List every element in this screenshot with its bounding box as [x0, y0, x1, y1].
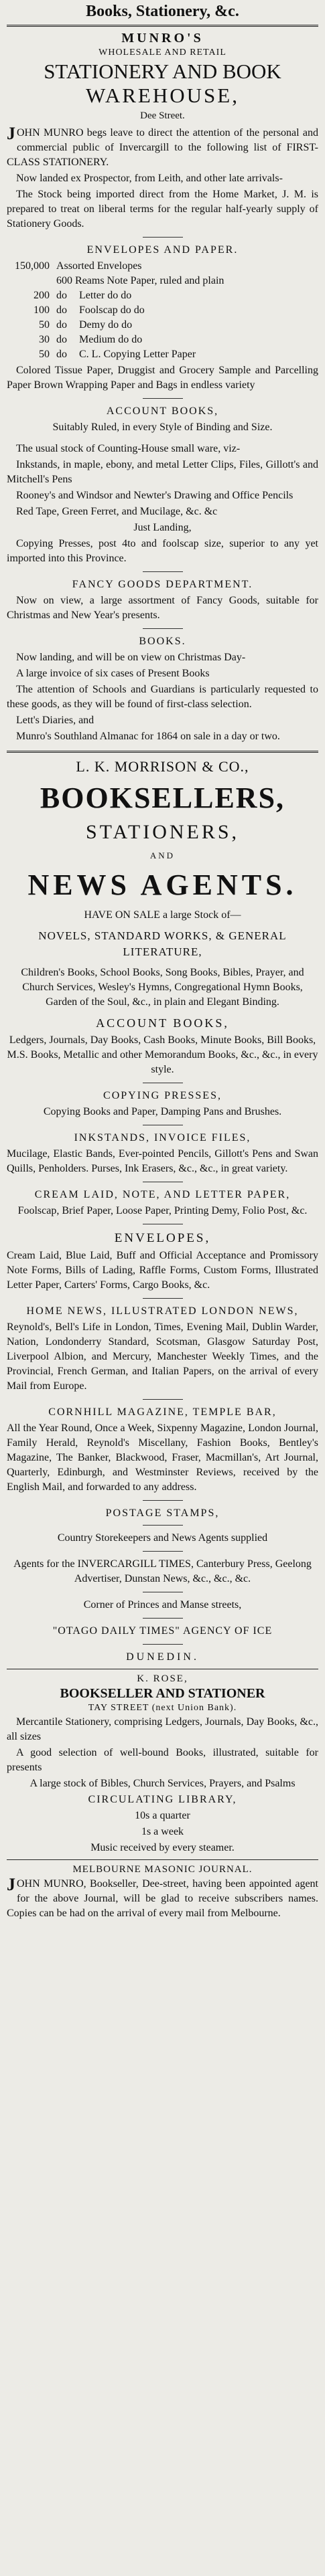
rose-bibles: A large stock of Bibles, Church Services, Prayers, and Psalms — [29, 1778, 296, 1789]
list-item-qty: 100 — [34, 304, 50, 316]
munro-just-landing: Just Landing, — [133, 522, 192, 533]
list-item-desc: Medium do do — [79, 334, 143, 345]
divider — [143, 1551, 183, 1552]
list-item-desc: C. L. Copying Letter Paper — [79, 349, 196, 360]
morrison-envelopes-text: Cream Laid, Blue Laid, Buff and Official Acceptance and Promissory Note Forms, Bills of Lading, Raffle Forms, Custom Forms, Illustrated Letter Paper, Carters' Forms, Cargo Books, &c. — [7, 1250, 318, 1291]
munro-title-line1: STATIONERY AND BOOK — [44, 60, 281, 83]
list-item-qty: 30 — [39, 334, 50, 345]
munro-rooney: Rooney's and Windsor and Newter's Drawing and Office Pencils — [16, 490, 294, 501]
rose-mercantile: Mercantile Stationery, comprising Ledgers, Journals, Day Books, &c., all sizes — [7, 1716, 318, 1742]
morrison-and: AND — [149, 850, 176, 860]
munro-books-heading: BOOKS. — [139, 636, 186, 647]
morrison-childrens: Children's Books, School Books, Song Books, Bibles, Prayer, and Church Services, Wesley's Hymns, Congregational Hymn Books, Garden of the Soul, &c., in plain and Elegant Binding. — [21, 967, 304, 1008]
morrison-account-heading: ACCOUNT BOOKS, — [96, 1016, 229, 1030]
divider — [143, 1644, 183, 1645]
munro-stock: The Stock being imported direct from the Home Market, J. M. is prepared to treat on liberal terms for the regular half-yearly supply of Stationery Goods. — [7, 189, 318, 229]
list-item-desc: Foolscap do do — [79, 304, 145, 316]
morrison-title-booksellers: BOOKSELLERS, — [40, 781, 285, 814]
divider — [143, 1618, 183, 1619]
munro-copying: Copying Presses, post 4to and foolscap size, superior to any yet imported into this Province. — [7, 538, 318, 564]
rose-title: BOOKSELLER AND STATIONER — [60, 1686, 265, 1701]
dropcap: J — [7, 1875, 15, 1894]
munro-intro-text: OHN MUNRO begs leave to direct the attention of the personal and commercial public of Invercargill to the following list of FIRST-CLASS STATIONERY. — [7, 127, 318, 168]
masonic-title: MELBOURNE MASONIC JOURNAL. — [72, 1864, 253, 1875]
munro-books-almanac: Munro's Southland Almanac for 1864 on sale in a day or two. — [16, 731, 280, 742]
divider — [143, 628, 183, 629]
morrison-cream-heading: CREAM LAID, NOTE, AND LETTER PAPER, — [34, 1189, 291, 1200]
munro-fancy-heading: FANCY GOODS DEPARTMENT. — [72, 579, 253, 590]
list-item-qty: 150,000 — [15, 260, 50, 272]
divider — [7, 25, 318, 27]
morrison-cornhill-heading: CORNHILL MAGAZINE, TEMPLE BAR, — [48, 1406, 277, 1418]
morrison-agents: Agents for the INVERCARGILL TIMES, Canterbury Press, Geelong Advertiser, Dunstan News, &c., &c., &c. — [13, 1558, 312, 1584]
munro-counting: The usual stock of Counting-House small ware, viz- — [16, 443, 241, 454]
munro-name: MUNRO'S — [121, 31, 204, 45]
morrison-home-text: Reynold's, Bell's Life in London, Times, Evening Mail, Dublin Warder, Nation, Londonderry Standard, Scotsman, Glasgow Saturday Post, Liverpool Albion, and Mercury, Manchester Weekly Times, and the Provincial, French German, and Italian Papers, on the arrival of every Mail from Europe. — [7, 1321, 318, 1392]
divider — [143, 237, 183, 238]
morrison-title-stationers: STATIONERS, — [85, 821, 240, 843]
morrison-country: Country Storekeepers and News Agents supplied — [57, 1532, 268, 1544]
munro-subtitle: WHOLESALE AND RETAIL — [99, 48, 226, 58]
morrison-dunedin: DUNEDIN. — [126, 1651, 199, 1663]
morrison-ink-text: Mucilage, Elastic Bands, Ever-pointed Pencils, Gillott's Pens and Swan Quills, Penholders. Purses, Ink Erasers, &c., &c., in great variety. — [7, 1148, 318, 1174]
dropcap: J — [7, 124, 15, 143]
morrison-presses-text: Copying Books and Paper, Damping Pans and Brushes. — [43, 1106, 282, 1117]
rose-rate-quarter: 10s a quarter — [135, 1810, 190, 1821]
list-item-ditto: do — [56, 334, 67, 345]
divider — [7, 1859, 318, 1860]
munro-fancy-text: Now on view, a large assortment of Fancy Goods, suitable for Christmas and New Year's presents. — [7, 595, 318, 621]
masonic-text: OHN MUNRO, Bookseller, Dee-street, having been appointed agent for the above Journal, will be glad to receive subscribers names. Copies can be had on the arrival of every mail from Melbourne. — [7, 1878, 318, 1919]
list-item-desc: Assorted Envelopes — [56, 260, 142, 272]
morrison-presses-heading: COPYING PRESSES, — [103, 1090, 222, 1101]
rose-library-heading: CIRCULATING LIBRARY, — [88, 1794, 237, 1805]
list-item-desc: Demy do do — [79, 319, 133, 331]
list-item-qty: 200 — [34, 290, 50, 301]
list-item-desc: Letter do do — [79, 290, 132, 301]
munro-intro — [7, 126, 318, 170]
divider — [143, 571, 183, 572]
morrison-odt: "OTAGO DAILY TIMES" AGENCY OF ICE — [52, 1625, 273, 1637]
rose-advertisement — [7, 1673, 318, 1855]
envelopes-list-item — [7, 318, 318, 333]
rose-music: Music received by every steamer. — [90, 1842, 235, 1853]
morrison-novels: NOVELS, STANDARD WORKS, & GENERAL LITERATURE, — [38, 929, 287, 958]
divider — [7, 751, 318, 753]
morrison-onsale: HAVE ON SALE a large Stock of— — [84, 909, 241, 921]
morrison-account-text: Ledgers, Journals, Day Books, Cash Books, Minute Books, Bill Books, M.S. Books, Metallic and other Memorandum Books, &c., &c., in every style. — [7, 1034, 318, 1075]
masonic-advertisement — [7, 1864, 318, 1921]
envelopes-list-item — [7, 259, 318, 274]
envelopes-list-item — [7, 303, 318, 318]
munro-landing: Now landed ex Prospector, from Leith, and other late arrivals- — [16, 173, 283, 184]
divider — [143, 1500, 183, 1501]
munro-envelopes-extra: Colored Tissue Paper, Druggist and Grocery Sample and Parcelling Paper Brown Wrapping Paper and Bags in endless variety — [7, 365, 318, 391]
envelopes-list-item — [7, 288, 318, 303]
list-item-desc: 600 Reams Note Paper, ruled and plain — [56, 275, 224, 286]
munro-inkstands: Inkstands, in maple, ebony, and metal Letter Clips, Files, Gillott's and Mitchell's Pens — [7, 459, 318, 485]
munro-books-attention: The attention of Schools and Guardians is particularly requested to these goods, as they will be found of first-class selection. — [7, 684, 318, 710]
morrison-corner: Corner of Princes and Manse streets, — [83, 1599, 242, 1611]
rose-name: K. ROSE, — [137, 1673, 188, 1684]
list-item-qty: 50 — [39, 319, 50, 331]
divider — [143, 1399, 183, 1400]
list-item-ditto: do — [56, 319, 67, 331]
list-item-ditto: do — [56, 304, 67, 316]
section-header: Books, Stationery, &c. — [86, 3, 239, 20]
divider — [143, 1525, 183, 1526]
munro-account-heading: ACCOUNT BOOKS, — [106, 405, 219, 417]
morrison-cream-text: Foolscap, Brief Paper, Loose Paper, Printing Demy, Folio Post, &c. — [17, 1205, 308, 1216]
masonic-text-block — [7, 1877, 318, 1921]
munro-title-line2: WAREHOUSE, — [86, 84, 239, 107]
morrison-ink-heading: INKSTANDS, INVOICE FILES, — [74, 1132, 251, 1143]
munro-red-tape: Red Tape, Green Ferret, and Mucilage, &c. &c — [16, 506, 218, 517]
munro-street: Dee Street. — [140, 110, 185, 121]
rose-street: TAY STREET (next Union Bank). — [88, 1703, 237, 1713]
munro-advertisement — [7, 31, 318, 744]
morrison-firm: L. K. MORRISON & CO., — [76, 758, 249, 775]
divider — [143, 1298, 183, 1299]
list-item-qty — [7, 274, 56, 288]
morrison-postage-heading: POSTAGE STAMPS, — [105, 1507, 220, 1519]
envelopes-list-item — [7, 274, 318, 288]
munro-account-text: Suitably Ruled, in every Style of Binding and Size. — [52, 422, 273, 433]
envelopes-list — [7, 259, 318, 362]
morrison-title-news-agents: NEWS AGENTS. — [27, 868, 298, 901]
morrison-advertisement — [7, 758, 318, 1665]
list-item-qty: 50 — [39, 349, 50, 360]
munro-envelopes-heading: ENVELOPES AND PAPER. — [86, 244, 239, 256]
rose-rate-week: 1s a week — [141, 1826, 184, 1837]
list-item-ditto: do — [56, 290, 67, 301]
morrison-home-heading: HOME NEWS, ILLUSTRATED LONDON NEWS, — [26, 1305, 299, 1317]
munro-books-invoice: A large invoice of six cases of Present Books — [16, 668, 210, 679]
morrison-cornhill-text: All the Year Round, Once a Week, Sixpenny Magazine, London Journal, Family Herald, Reynold's Miscellany, Fashion Books, Bentley's Magazine, The Banker, Blackwood, Fraser, Macmillan's, Art Journal, Quarterly, Edinburgh, and Westminster Reviews, received by the English Mail, and forwarded to any address. — [7, 1422, 318, 1493]
envelopes-list-item — [7, 347, 318, 362]
rose-selection: A good selection of well-bound Books, illustrated, suitable for presents — [7, 1747, 318, 1773]
divider — [143, 398, 183, 399]
envelopes-list-item — [7, 333, 318, 347]
morrison-envelopes-heading: ENVELOPES, — [114, 1231, 211, 1245]
munro-books-diaries: Lett's Diaries, and — [16, 715, 94, 726]
list-item-ditto: do — [56, 349, 67, 360]
munro-books-text: Now landing, and will be on view on Christmas Day- — [16, 652, 246, 663]
